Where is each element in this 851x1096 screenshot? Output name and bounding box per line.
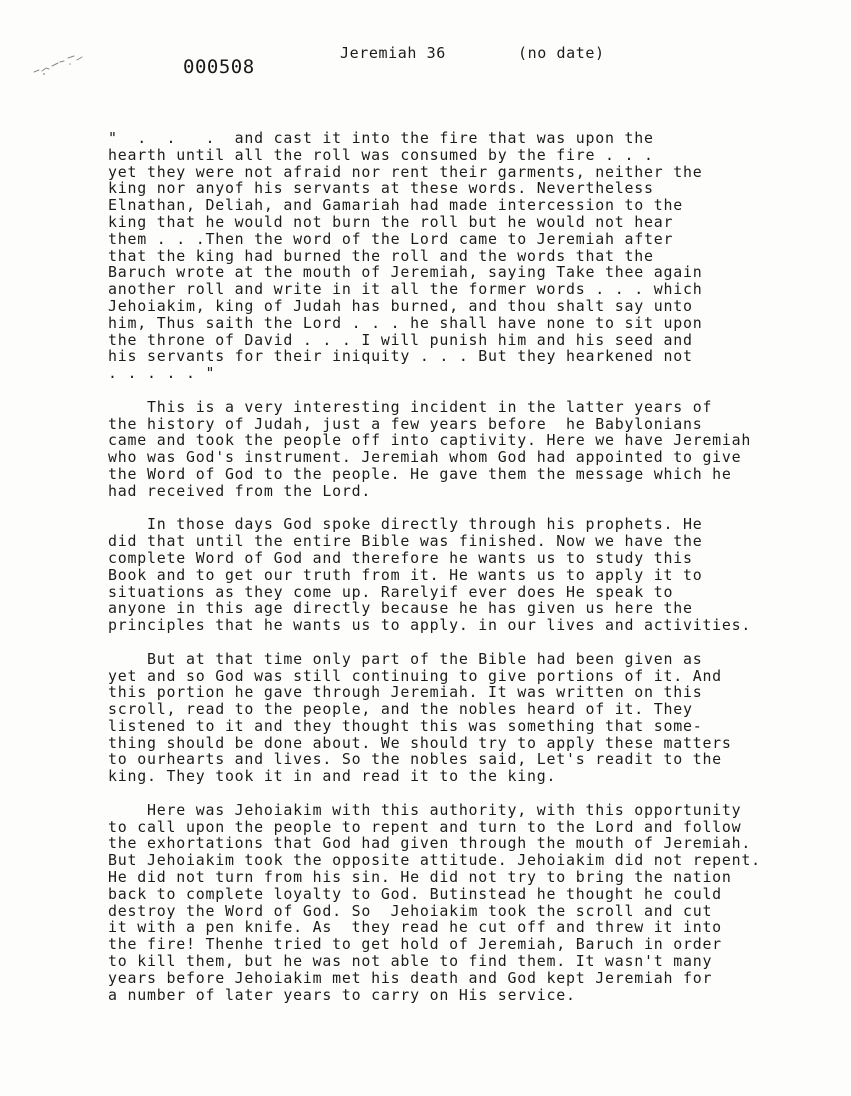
scripture-quote: [108, 130, 808, 382]
quote-line: . . . . . ": [108, 364, 216, 383]
paragraph-line: yet and so God was still continuing to give portions of it. And: [108, 666, 722, 685]
paragraph-3: [108, 651, 808, 785]
quote-line: hearth until all the roll was consumed by the fire . . .: [108, 145, 654, 164]
paragraph-line: thing should be done about. We should try to apply these matters: [108, 733, 732, 752]
paragraph-line: Here was Jehoiakim with this authority, with this opportunity: [108, 800, 742, 819]
paragraph-line: had received from the Lord.: [108, 481, 372, 500]
paragraph-line: who was God's instrument. Jeremiah whom God had appointed to give: [108, 448, 742, 467]
pencil-scribble-icon: [30, 50, 88, 80]
paragraph-line: king. They took it in and read it to the king.: [108, 767, 557, 786]
paragraph-4: [108, 802, 808, 1004]
quote-line: them . . .Then the word of the Lord came to Jeremiah after: [108, 229, 674, 248]
quote-line: king that he would not burn the roll but he would not hear: [108, 212, 674, 231]
quote-line: him, Thus saith the Lord . . . he shall have none to sit upon: [108, 313, 703, 332]
paragraph-line: this portion he gave through Jeremiah. It was written on this: [108, 683, 703, 702]
paragraph-line: situations as they come up. Rarelyif ever does He speak to: [108, 582, 674, 601]
quote-line: Jehoiakim, king of Judah has burned, and thou shalt say unto: [108, 296, 693, 315]
quote-line: Baruch wrote at the mouth of Jeremiah, saying Take thee again: [108, 263, 703, 282]
paragraph-line: to call upon the people to repent and turn to the Lord and follow: [108, 817, 742, 836]
paragraph-line: the exhortations that God had given through the mouth of Jeremiah.: [108, 834, 752, 853]
paragraph-line: He did not turn from his sin. He did not try to bring the nation: [108, 868, 732, 887]
paragraph-line: came and took the people off into captivity. Here we have Jeremiah: [108, 431, 752, 450]
document-date-note: (no date): [518, 44, 605, 62]
paragraph-line: complete Word of God and therefore he wants us to study this: [108, 548, 693, 567]
paragraph-line: the fire! Thenhe tried to get hold of Jeremiah, Baruch in order: [108, 935, 722, 954]
paragraph-line: Book and to get our truth from it. He wants us to apply it to: [108, 565, 703, 584]
paragraph-line: the history of Judah, just a few years before he Babylonians: [108, 414, 703, 433]
paragraph-line: principles that he wants us to apply. in our lives and activities.: [108, 616, 752, 635]
document-number: 000508: [183, 56, 255, 78]
document-title: Jeremiah 36: [340, 44, 446, 62]
quote-line: yet they were not afraid nor rent their garments, neither the: [108, 162, 703, 181]
paragraph-line: destroy the Word of God. So Jehoiakim took the scroll and cut: [108, 901, 713, 920]
paragraph-line: But Jehoiakim took the opposite attitude. Jehoiakim did not repent.: [108, 851, 761, 870]
paragraph-line: scroll, read to the people, and the nobles heard of it. They: [108, 700, 693, 719]
document-body: [108, 130, 808, 1003]
paragraph-line: it with a pen knife. As they read he cut off and threw it into: [108, 918, 722, 937]
paragraph-line: anyone in this age directly because he has given us here the: [108, 599, 693, 618]
quote-line: that the king had burned the roll and the words that the: [108, 246, 654, 265]
paragraph-line: a number of later years to carry on His service.: [108, 985, 576, 1004]
quote-line: king nor anyof his servants at these words. Nevertheless: [108, 179, 654, 198]
paragraph-line: to ourhearts and lives. So the nobles said, Let's readit to the: [108, 750, 722, 769]
quote-line: " . . . and cast it into the fire that was upon the: [108, 129, 654, 147]
paragraph-line: the Word of God to the people. He gave them the message which he: [108, 464, 732, 483]
paragraph-line: This is a very interesting incident in the latter years of: [108, 397, 713, 416]
quote-line: the throne of David . . . I will punish him and his seed and: [108, 330, 693, 349]
paragraph-line: back to complete loyalty to God. Butinstead he thought he could: [108, 884, 722, 903]
paragraph-1: [108, 399, 808, 500]
paragraph-line: to kill them, but he was not able to find them. It wasn't many: [108, 952, 713, 971]
quote-line: another roll and write in it all the former words . . . which: [108, 280, 703, 299]
paragraph-line: years before Jehoiakim met his death and God kept Jeremiah for: [108, 968, 713, 987]
paragraph-line: listened to it and they thought this was something that some-: [108, 716, 703, 735]
quote-line: his servants for their iniquity . . . But they hearkened not: [108, 347, 693, 366]
paragraph-line: But at that time only part of the Bible had been given as: [108, 649, 703, 668]
paragraph-2: [108, 516, 808, 634]
paragraph-line: did that until the entire Bible was finished. Now we have the: [108, 532, 703, 551]
quote-line: Elnathan, Deliah, and Gamariah had made intercession to the: [108, 196, 683, 215]
paragraph-line: In those days God spoke directly through his prophets. He: [108, 515, 703, 534]
